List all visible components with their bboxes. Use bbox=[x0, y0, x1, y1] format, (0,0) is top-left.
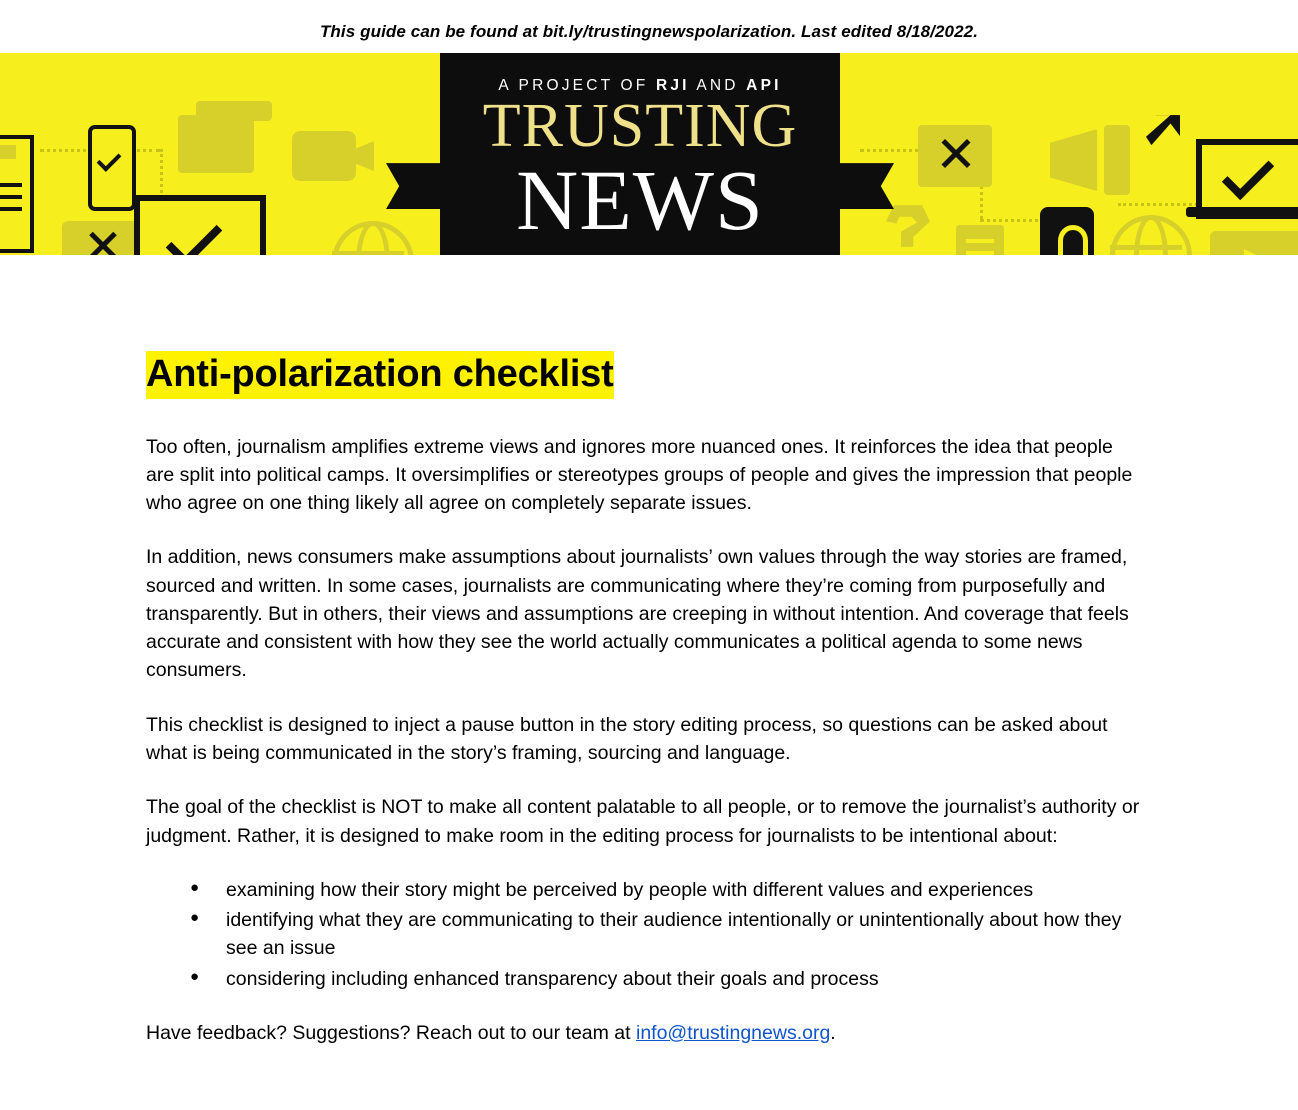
mobile-phone-icon bbox=[88, 125, 136, 211]
intro-paragraph-3: This checklist is designed to inject a pause button in the story editing process, so questions can be asked about what is being communicated in the story’s framing, sourcing and language. bbox=[146, 713, 1108, 764]
guide-location-note: This guide can be found at bit.ly/trustingnewspolarization. Last edited 8/18/2022. bbox=[319, 22, 979, 41]
page-title: Anti-polarization checklist bbox=[146, 351, 614, 399]
banner-flag-left bbox=[386, 163, 446, 209]
list-item bbox=[190, 876, 1148, 904]
phone-question-icon bbox=[1058, 225, 1088, 255]
banner-flag-right bbox=[834, 163, 894, 209]
bullet-icon: ● bbox=[190, 878, 200, 896]
intro-paragraph-1: Too often, journalism amplifies extreme views and ignores more nuanced ones. It reinforces the idea that people are split into political camps. It oversimplifies or stereotypes groups of people and gives the impression that people who agree on one thing likely all agree on completely separate issues. bbox=[146, 435, 1133, 515]
intro-paragraph-4: The goal of the checklist is NOT to make all content palatable to all people, or to remove the journalist’s authority or judgment. Rather, it is designed to make room in the editing process for journalists to be intentional about: bbox=[146, 796, 1140, 847]
goals-list bbox=[146, 876, 1148, 993]
arrow-icon bbox=[1146, 115, 1180, 145]
globe-equator-icon bbox=[1110, 245, 1182, 250]
bullet-icon: ● bbox=[190, 909, 200, 927]
document-stack-icon bbox=[196, 101, 272, 121]
trusting-news-banner bbox=[0, 53, 1298, 255]
list-item-label: identifying what they are communicating to their audience intentionally or unintentionally about how they see an issue bbox=[226, 909, 1122, 960]
intro-paragraph-2: In addition, news consumers make assumptions about journalists’ own values through the way stories are framed, sourced and written. In some cases, journalists are communicating where they’re coming from purposefully and transparently. But in others, their views and assumptions are creeping in without intention. And coverage that feels accurate and consistent with how they see the world actually communicates a political agenda to some news consumers. bbox=[146, 546, 1129, 682]
banner-word-trusting: TRUSTING bbox=[482, 92, 798, 161]
video-camera-icon bbox=[292, 131, 356, 181]
newspaper-header-icon bbox=[0, 145, 16, 159]
bullet-icon: ● bbox=[190, 967, 200, 985]
newspaper-lines-icon bbox=[0, 207, 22, 211]
newspaper-lines-icon bbox=[0, 183, 22, 187]
document-lines-icon bbox=[966, 239, 994, 243]
list-item-label: examining how their story might be perceived by people with different values and experiences bbox=[226, 878, 1034, 901]
megaphone-body-icon bbox=[1104, 125, 1130, 195]
list-item bbox=[190, 906, 1148, 963]
list-item bbox=[190, 965, 1148, 993]
dotted-line-icon bbox=[1118, 203, 1198, 206]
document-lines-icon bbox=[966, 251, 994, 255]
laptop-base-icon bbox=[1186, 207, 1298, 217]
feedback-prefix: Have feedback? Suggestions? Reach out to our team at bbox=[146, 1021, 636, 1044]
banner-kicker: A PROJECT OF RJI AND API bbox=[498, 77, 782, 95]
banner-word-news: NEWS bbox=[516, 152, 764, 249]
email-link[interactable]: info@trustingnews.org bbox=[635, 1021, 831, 1044]
document-body bbox=[0, 255, 1298, 1047]
question-mark-icon bbox=[886, 205, 930, 255]
document-stack-icon bbox=[178, 115, 254, 173]
list-item-label: considering including enhanced transparency about their goals and process bbox=[226, 967, 879, 990]
globe-equator-icon bbox=[332, 251, 404, 255]
banner-logo-panel bbox=[440, 53, 840, 255]
feedback-suffix: . bbox=[830, 1021, 836, 1044]
feedback-paragraph bbox=[146, 1019, 1146, 1047]
newspaper-lines-icon bbox=[0, 195, 22, 199]
video-player-icon bbox=[1210, 231, 1298, 255]
